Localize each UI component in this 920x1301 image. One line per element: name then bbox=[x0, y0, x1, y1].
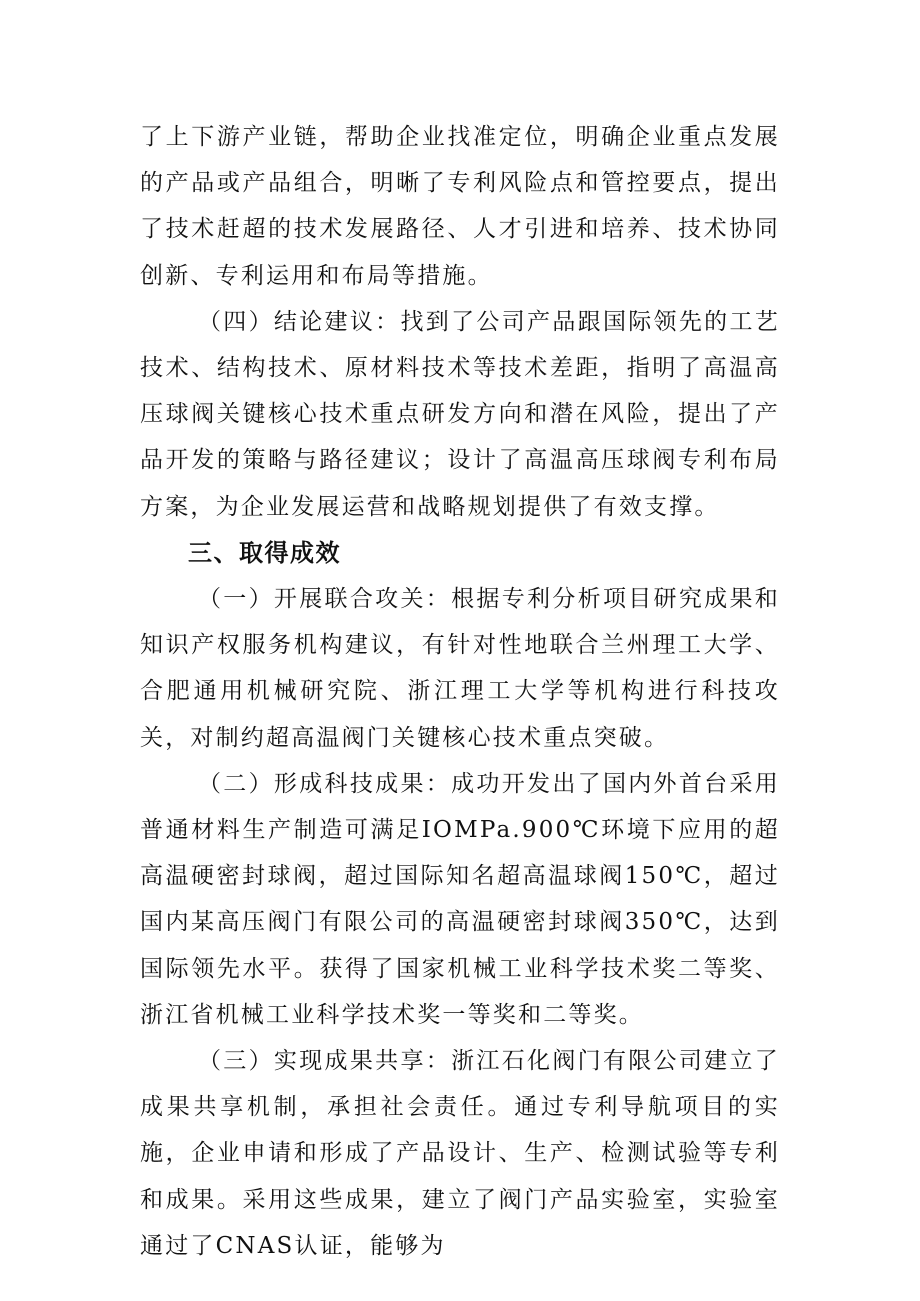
paragraph-tech-achievements: （二）形成科技成果：成功开发出了国内外首台采用普通材料生产制造可满足IOMPa.900℃环境下应用的超高温硬密封球阀，超过国际知名超高温球阀150℃，超过国内某高压阀门有限公司的高温硬密封球阀350℃，达到国际领先水平。获得了国家机械工业科学技术奖二等奖、浙江省机械工业科学技术奖一等奖和二等奖。 bbox=[140, 770, 780, 1028]
paragraph-joint-research: （一）开展联合攻关：根据专利分析项目研究成果和知识产权服务机构建议，有针对性地联合兰州理工大学、合肥通用机械研究院、浙江理工大学等机构进行科技攻关，对制约超高温阀门关键核心技术重点突破。 bbox=[140, 586, 780, 751]
paragraph-continued: 了上下游产业链，帮助企业找准定位，明确企业重点发展的产品或产品组合，明晰了专利风险点和管控要点，提出了技术赶超的技术发展路径、人才引进和培养、技术协同创新、专利运用和布局等措施。 bbox=[140, 124, 780, 289]
paragraph-conclusion-suggestions: （四）结论建议：找到了公司产品跟国际领先的工艺技术、结构技术、原材料技术等技术差距，指明了高温高压球阀关键核心技术重点研发方向和潜在风险，提出了产品开发的策略与路径建议；设计了高温高压球阀专利布局方案，为企业发展运营和战略规划提供了有效支撑。 bbox=[140, 308, 780, 520]
document-page bbox=[140, 114, 780, 1269]
section-heading-results: 三、取得成效 bbox=[188, 538, 341, 567]
paragraph-result-sharing: （三）实现成果共享：浙江石化阀门有限公司建立了成果共享机制，承担社会责任。通过专利导航项目的实施，企业申请和形成了产品设计、生产、检测试验等专利和成果。采用这些成果，建立了阀门产品实验室，实验室通过了CNAS认证，能够为 bbox=[140, 1048, 780, 1259]
